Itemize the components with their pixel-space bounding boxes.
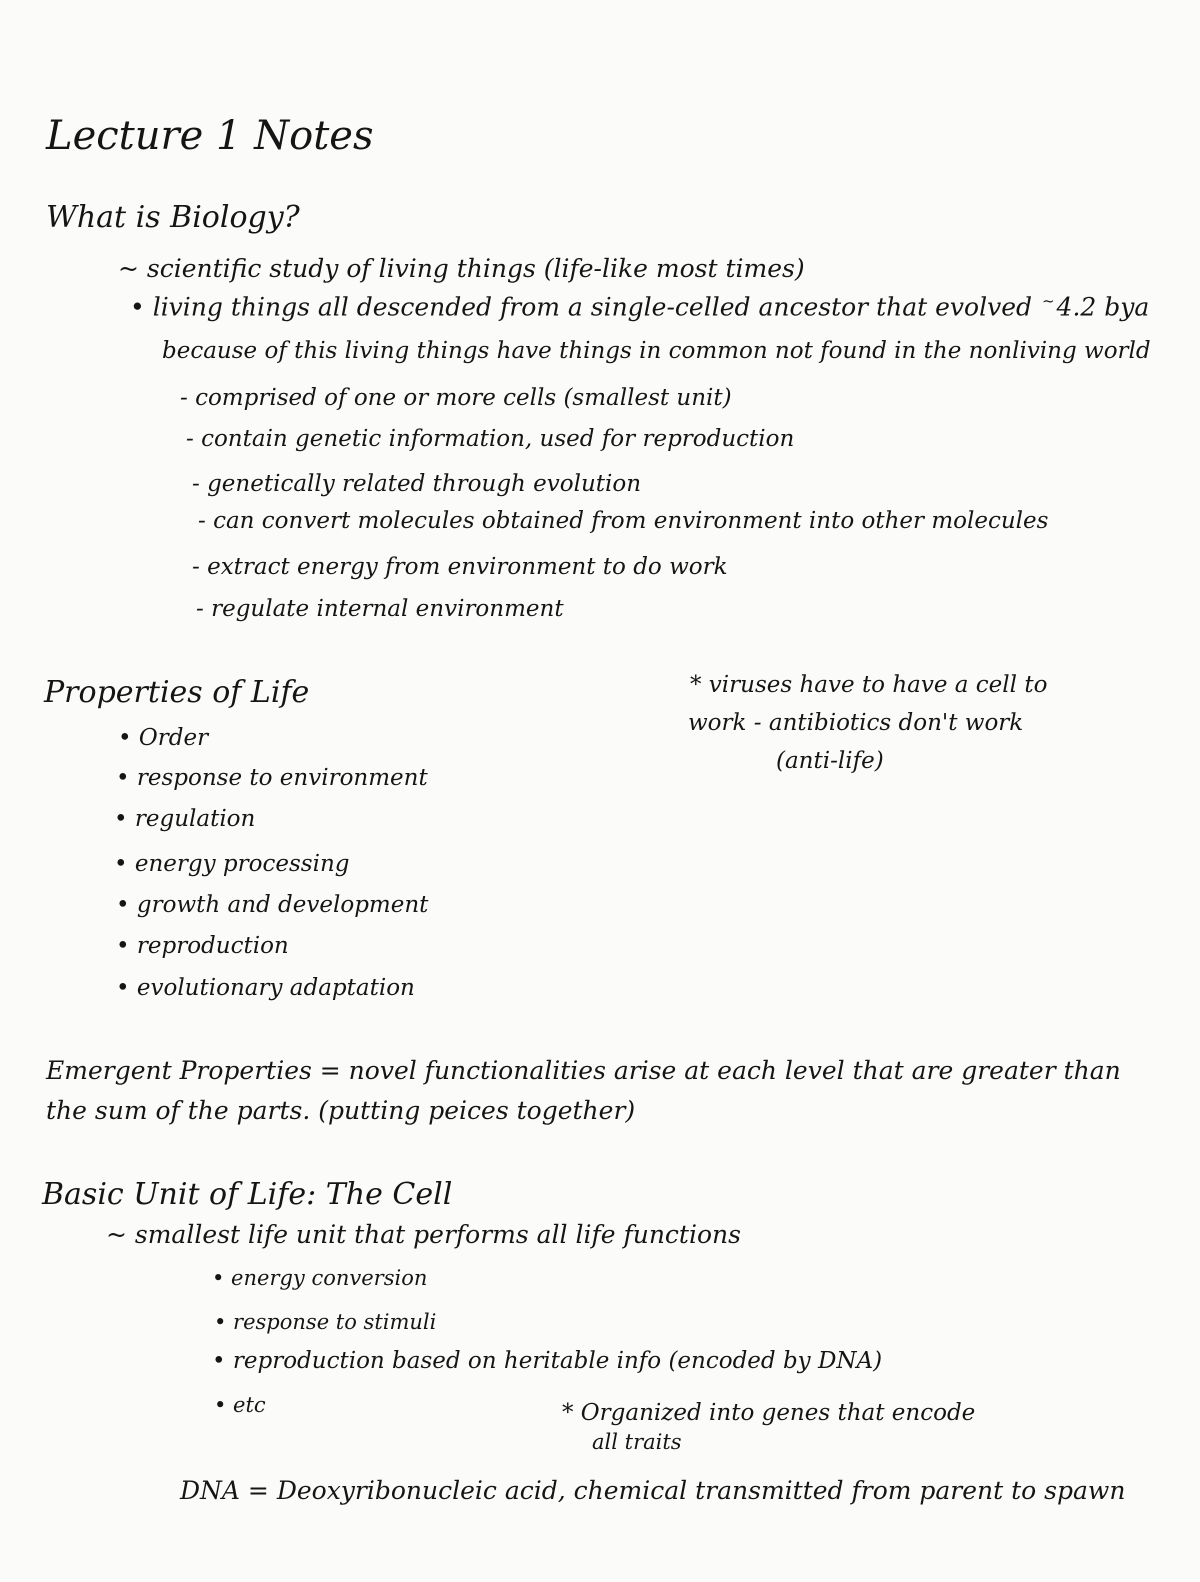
genes-note: * Organized into genes that encode	[562, 1400, 976, 1426]
emergent-line: Emergent Properties = novel functionalities arise at each level that are greater than	[46, 1056, 1121, 1085]
property-item: • regulation	[114, 806, 256, 832]
cell-item: • energy conversion	[212, 1266, 428, 1290]
dna-definition: DNA = Deoxyribonucleic acid, chemical transmitted from parent to spawn	[180, 1476, 1126, 1505]
property-item: • Order	[118, 725, 209, 751]
cell-item: • etc	[214, 1393, 266, 1417]
property-item: • reproduction	[116, 933, 289, 959]
property-item: • evolutionary adaptation	[116, 975, 415, 1001]
descended-text: • living things all descended from a single-celled ancestor that evolved	[130, 292, 1033, 322]
common-item: - can convert molecules obtained from environment into other molecules	[198, 508, 1049, 534]
virus-note: * viruses have to have a cell to	[690, 672, 1048, 698]
cell-item: • response to stimuli	[214, 1310, 437, 1334]
page-title: Lecture 1 Notes	[46, 113, 374, 159]
cell-item: • reproduction based on heritable info (encoded by DNA)	[212, 1348, 883, 1374]
property-item: • energy processing	[114, 851, 350, 877]
property-item: • growth and development	[116, 892, 429, 918]
genes-note: all traits	[592, 1430, 682, 1454]
biology-because: because of this living things have things in common not found in the nonliving world	[162, 338, 1151, 364]
cell-intro: ~ smallest life unit that performs all life functions	[106, 1220, 741, 1249]
virus-note: work - antibiotics don't work	[688, 710, 1024, 736]
common-item: - regulate internal environment	[196, 596, 564, 622]
common-item: - contain genetic information, used for reproduction	[186, 426, 795, 452]
virus-note: (anti-life)	[776, 748, 884, 774]
common-item: - comprised of one or more cells (smallest unit)	[180, 385, 732, 411]
properties-heading: Properties of Life	[44, 675, 310, 710]
biology-heading: What is Biology?	[46, 200, 300, 235]
biology-descended	[130, 292, 1150, 322]
approx-sign: ~	[1041, 292, 1055, 310]
common-item: - genetically related through evolution	[192, 471, 642, 497]
emergent-line: the sum of the parts. (putting peices together)	[46, 1096, 636, 1125]
common-item: - extract energy from environment to do work	[192, 554, 728, 580]
property-item: • response to environment	[116, 765, 428, 791]
cell-heading: Basic Unit of Life: The Cell	[42, 1177, 453, 1212]
descended-age: 4.2 bya	[1056, 292, 1150, 322]
biology-definition: ~ scientific study of living things (life-like most times)	[118, 254, 805, 283]
